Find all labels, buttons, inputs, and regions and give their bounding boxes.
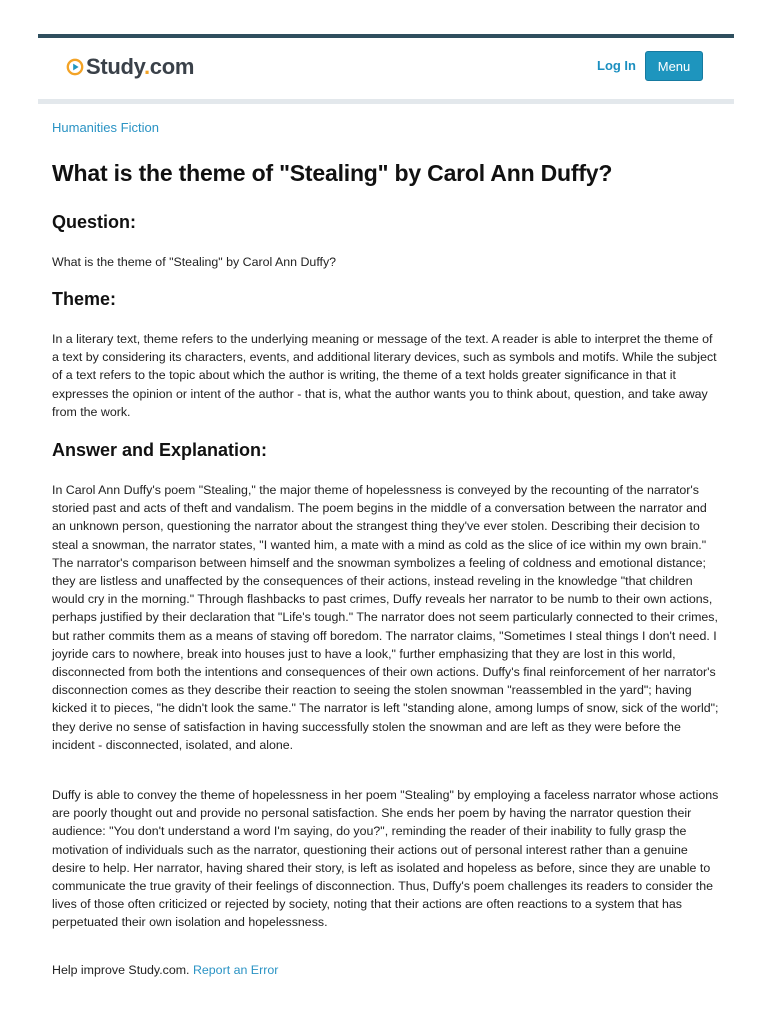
question-text: What is the theme of "Stealing" by Carol Ann Duffy? xyxy=(52,255,337,269)
main-content xyxy=(52,120,722,977)
report-error-link[interactable]: Report an Error xyxy=(192,963,279,977)
study-logo[interactable] xyxy=(66,54,194,80)
menu-button[interactable]: Menu xyxy=(645,51,703,81)
play-logo-icon xyxy=(66,58,84,76)
login-link[interactable]: Log In xyxy=(597,58,636,73)
site-header xyxy=(38,38,734,100)
answer-heading: Answer and Explanation: xyxy=(52,440,268,460)
theme-heading: Theme: xyxy=(52,289,117,309)
answer-paragraph-2: Duffy is able to convey the theme of hopelessness in her poem "Stealing" by employing a faceless narrator whose actions are poorly thought out and provide no personal satisfaction. She ends her poem by having the narrator question their audience: "You don't understand a word I'm saying, do you?", reminding the reader of their inability to fully grasp the motivation of individuals such as the narrator, questioning their actions out of personal interest rather than a genuine desire to help. Her narrator, having shared their story, is left as isolated and hopeless as before, since they are unable to communicate the true gravity of their feelings of disconnection. Thus, Duffy's poem challenges its readers to consider the lives of those often criticized or rejected by society, noting that their actions are often reactions to a system that has perpetuated their own isolation and hopelessness. xyxy=(52,788,719,930)
theme-paragraph: In a literary text, theme refers to the underlying meaning or message of the text. A reader is able to interpret the theme of a text by considering its characters, events, and additional literary devices, such as symbols and motifs. While the subject of a text refers to the topic about which the author is writing, the theme of a text holds greater significance in that it expresses the opinion or intent of the author - that is, what the author wants you to think about, question, and take away from the work. xyxy=(52,332,717,419)
help-improve xyxy=(52,963,278,977)
header-divider xyxy=(38,99,734,104)
logo-text: Study.com xyxy=(86,54,195,79)
question-heading: Question: xyxy=(52,212,136,232)
breadcrumb[interactable]: Humanities Fiction xyxy=(52,120,159,135)
help-text: Help improve Study.com. xyxy=(52,963,190,977)
page-title: What is the theme of "Stealing" by Carol Ann Duffy? xyxy=(52,160,613,186)
answer-paragraph-1: In Carol Ann Duffy's poem "Stealing," the major theme of hopelessness is conveyed by the recounting of the narrator's storied past and acts of theft and vandalism. The poem begins in the middle of a conversation between the narrator and an unknown person, questioning the narrator about the strangest thing they've ever stolen. Describing their decision to steal a snowman, the narrator states, "I wanted him, a mate with a mind as cold as the slice of ice within my own brain." The narrator's comparison between himself and the snowman symbolizes a feeling of coldness and emotional distance; they are listless and unaffected by the consequences of their actions, instead reveling in the knowledge "that children would cry in the morning." Through flashbacks to past crimes, Duffy reveals her narrator to be numb to their own actions, perhaps justified by their declaration that "Life's tough." The narrator does not seem particularly connected to their crimes, but rather commits them as a means of staving off boredom. The narrator claims, "Sometimes I steal things I don't need. I joyride cars to nowhere, break into houses just to have a look," further emphasizing that they are lost in this world, disconnected from both the intentions and consequences of their own actions. Duffy's final reinforcement of her narrator's disconnection comes as they describe their reaction to seeing the stolen snowman "reassembled in the yard"; having kicked it to pieces, "he didn't look the same." The narrator is left "standing alone, among lumps of snow, sick of the world"; they derive no sense of satisfaction in having successfully stolen the snowman and are left as they were before the incident - disconnected, isolated, and alone. xyxy=(52,483,719,752)
